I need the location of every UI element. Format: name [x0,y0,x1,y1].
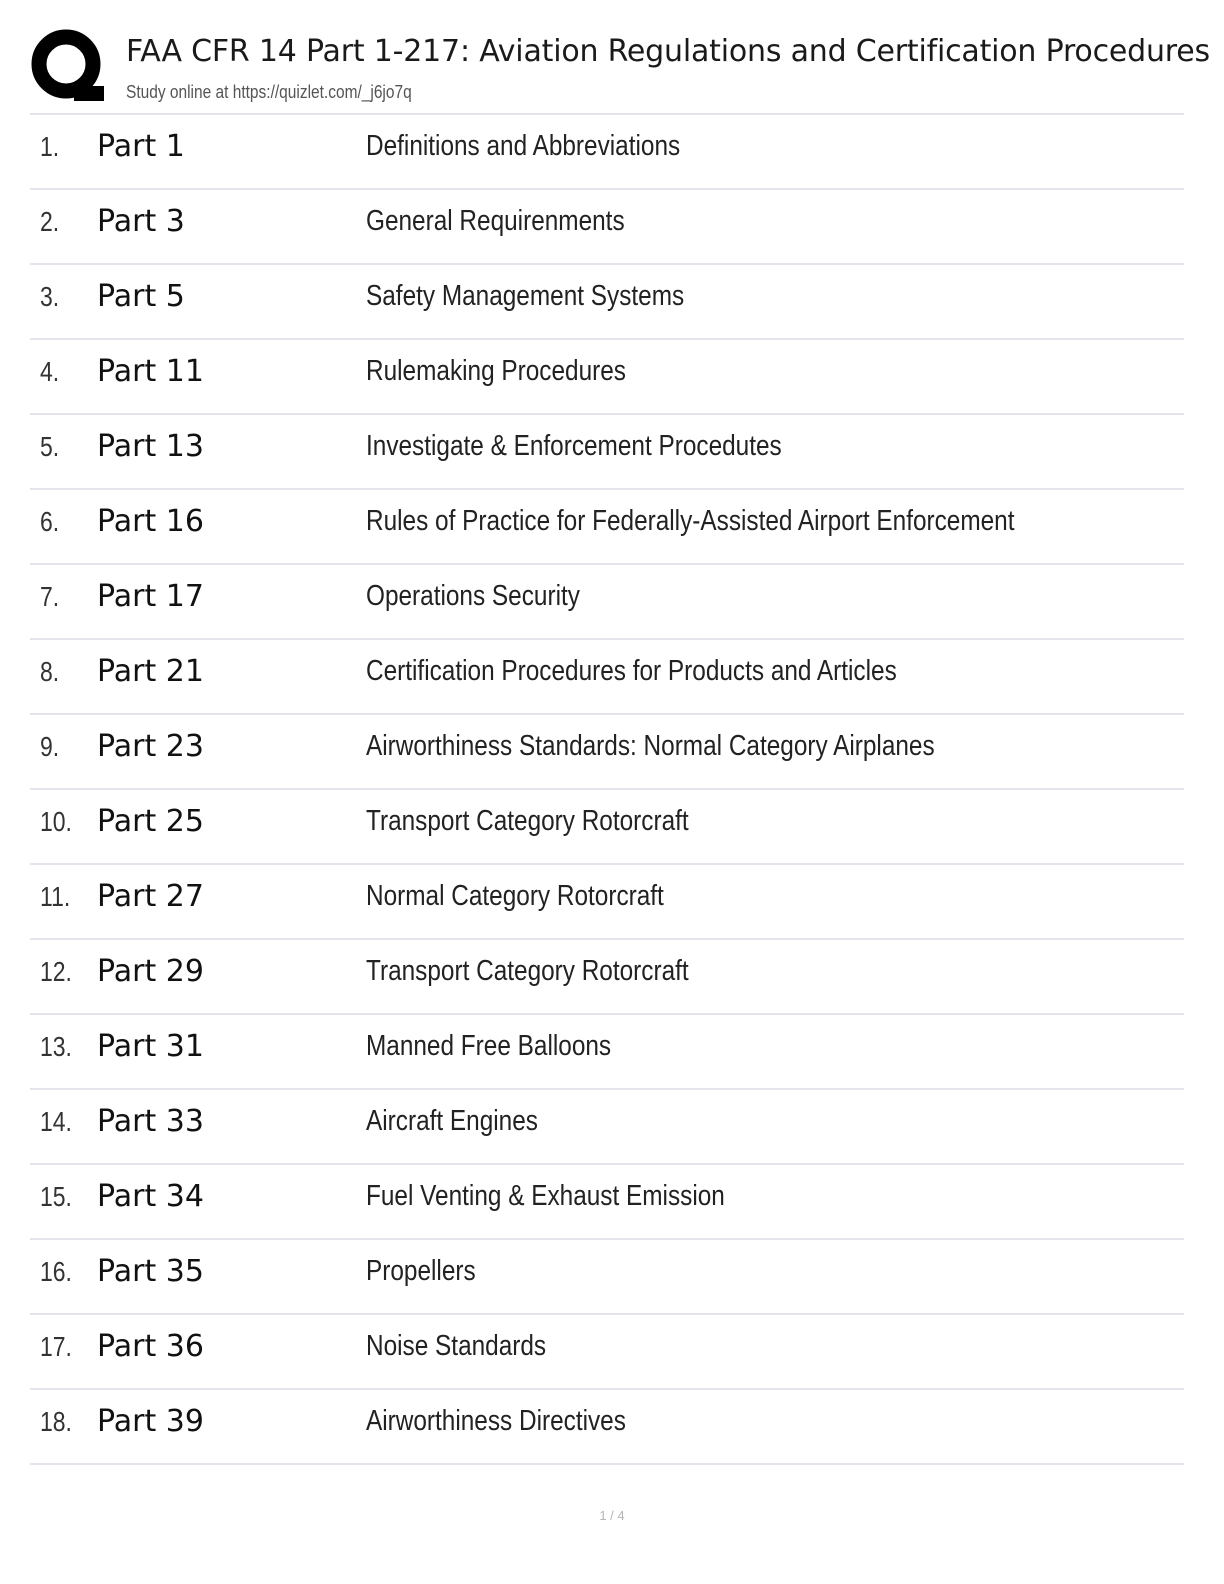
card-term: Part 21 [97,654,204,689]
card-number: 14. [40,1106,72,1137]
card-definition: Airworthiness Directives [366,1405,626,1437]
card-term: Part 34 [97,1179,204,1214]
card-row [30,1090,1184,1165]
card-row [30,1165,1184,1240]
card-row [30,940,1184,1015]
card-definition: Rules of Practice for Federally-Assisted Airport Enforcement [366,505,1015,537]
card-row [30,1015,1184,1090]
card-definition: Transport Category Rotorcraft [366,805,689,837]
card-row [30,190,1184,265]
card-row [30,115,1184,190]
card-definition: Transport Category Rotorcraft [366,955,689,987]
card-term: Part 33 [97,1104,204,1139]
card-row [30,565,1184,640]
card-definition: Rulemaking Procedures [366,355,626,387]
card-number: 8. [40,656,60,687]
card-number: 15. [40,1181,72,1212]
card-definition: Fuel Venting & Exhaust Emission [366,1180,725,1212]
card-row [30,715,1184,790]
card-term: Part 29 [97,954,204,989]
card-number: 16. [40,1256,72,1287]
card-term: Part 3 [97,204,185,239]
page-header [30,28,1220,112]
card-row [30,790,1184,865]
card-number: 1. [40,131,60,162]
card-definition: Safety Management Systems [366,280,685,312]
card-definition: Investigate & Enforcement Procedutes [366,430,782,462]
card-definition: Normal Category Rotorcraft [366,880,664,912]
study-online-link[interactable]: Study online at https://quizlet.com/_j6jo7q [126,82,412,102]
flashcard-list [30,115,1184,1465]
card-number: 5. [40,431,60,462]
card-number: 12. [40,956,72,987]
page-title: FAA CFR 14 Part 1-217: Aviation Regulations and Certification Procedures [126,34,1210,69]
card-term: Part 39 [97,1404,204,1439]
card-term: Part 35 [97,1254,204,1289]
card-number: 18. [40,1406,72,1437]
card-definition: Definitions and Abbreviations [366,130,681,162]
card-row [30,640,1184,715]
card-definition: Operations Security [366,580,580,612]
card-term: Part 16 [97,504,204,539]
card-term: Part 5 [97,279,185,314]
card-term: Part 25 [97,804,204,839]
card-term: Part 17 [97,579,204,614]
card-number: 10. [40,806,72,837]
card-row [30,340,1184,415]
card-number: 17. [40,1331,72,1362]
card-number: 2. [40,206,60,237]
card-term: Part 27 [97,879,204,914]
card-term: Part 36 [97,1329,204,1364]
card-definition: Manned Free Balloons [366,1030,612,1062]
card-number: 11. [40,881,71,912]
card-number: 4. [40,356,60,387]
card-row [30,415,1184,490]
card-term: Part 11 [97,354,204,389]
quizlet-q-logo-icon [30,28,106,108]
card-number: 6. [40,506,60,537]
card-number: 13. [40,1031,72,1062]
card-row [30,490,1184,565]
card-row [30,1240,1184,1315]
card-row [30,1315,1184,1390]
card-row [30,1390,1184,1465]
card-definition: General Requirenments [366,205,625,237]
card-term: Part 1 [97,129,185,164]
card-row [30,265,1184,340]
card-term: Part 31 [97,1029,204,1064]
card-term: Part 23 [97,729,204,764]
card-definition: Airworthiness Standards: Normal Category Airplanes [366,730,935,762]
card-definition: Noise Standards [366,1330,547,1362]
page-number: 1 / 4 [599,1508,625,1523]
card-definition: Certification Procedures for Products and Articles [366,655,897,687]
card-definition: Aircraft Engines [366,1105,538,1137]
card-number: 9. [40,731,60,762]
card-number: 3. [40,281,60,312]
card-definition: Propellers [366,1255,476,1287]
card-row [30,865,1184,940]
card-number: 7. [40,581,60,612]
card-term: Part 13 [97,429,204,464]
